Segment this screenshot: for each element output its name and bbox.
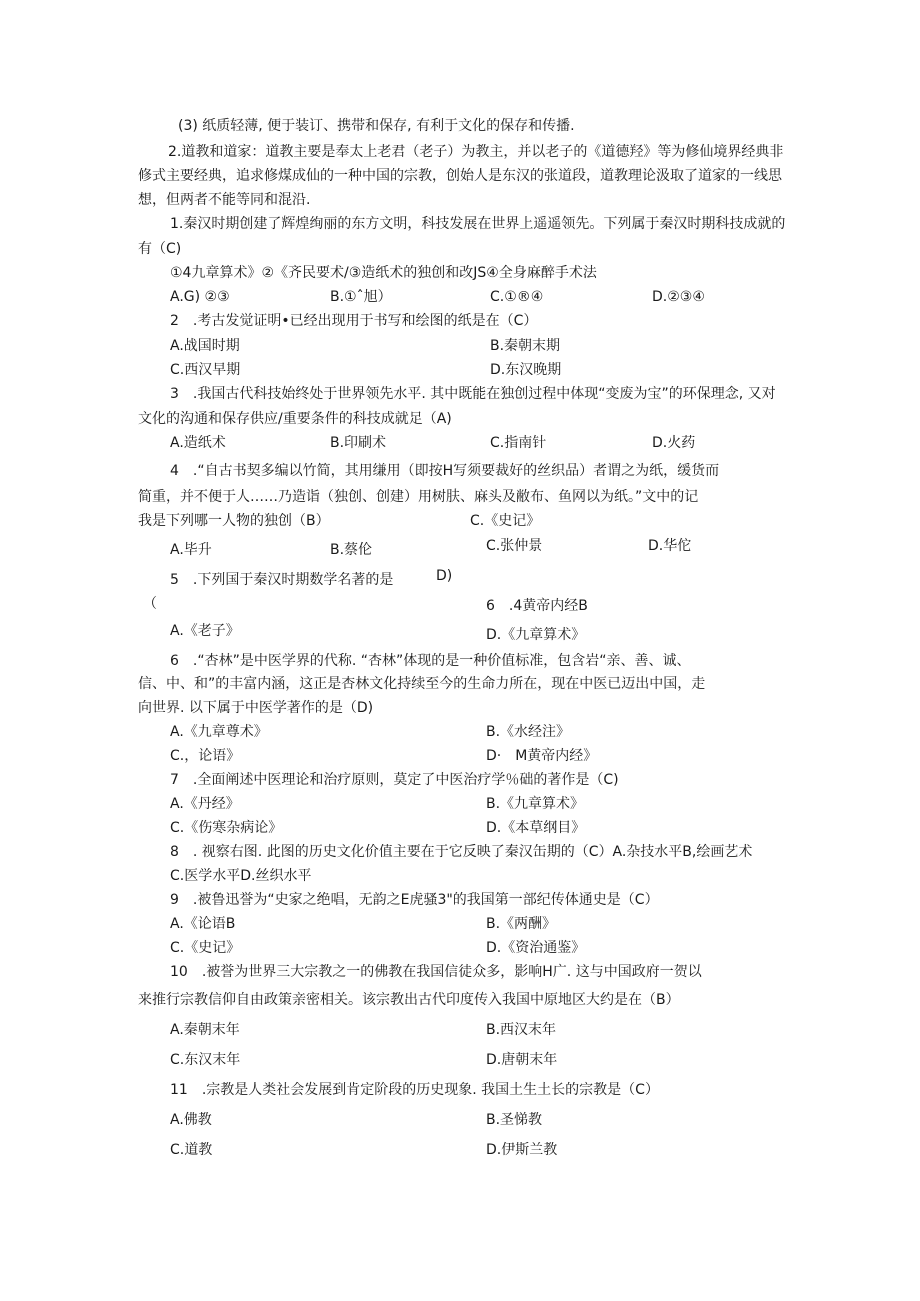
text-fragment: （ <box>143 596 157 612</box>
option: D.《九章算术》 <box>486 627 586 643</box>
option: C.张仲景 <box>486 538 543 554</box>
option: B.蔡伦 <box>330 542 373 558</box>
option: C.西汉早期 <box>170 362 241 378</box>
text-line: 6 .“杏林”是中医学界的代称. “杏林”体现的是一种价值标准，包含岩“亲、善、诚、 <box>170 653 691 669</box>
option: B.《水经注》 <box>486 724 571 740</box>
text-line: 文化的沟通和保存供应/重要条件的科技成就足（A) <box>138 411 452 427</box>
option: C.《史记》 <box>170 940 241 956</box>
text-line: 1.秦汉时期创建了辉煌绚丽的东方文明，科技发展在世界上遥遥领先。下列属于秦汉时期科技成就的 <box>170 216 786 232</box>
option: D.东汉晚期 <box>490 362 562 378</box>
option: C.《伤寒杂病论》 <box>170 820 283 836</box>
option: B.《两酬》 <box>486 916 557 932</box>
option: C.《史记》 <box>470 513 541 529</box>
option: A.造纸术 <box>170 435 226 451</box>
option: D· M黄帝内经》 <box>486 748 598 764</box>
option: A.佛教 <box>170 1112 212 1128</box>
option: 6 .4黄帝内经B <box>486 598 588 614</box>
text-line: 4 .“自古书契多编以竹简，其用缣用（即按H写须要裁好的丝织品）者谓之为纸，缓货而 <box>170 463 720 479</box>
text-line: 信、中、和”的丰富内涵，这正是杏林文化持续至今的生命力所在，现在中医已迈出中国，走 <box>138 676 706 692</box>
text-line: 10 .被誉为世界三大宗教之一的佛教在我国信徒众多，影响H广. 这与中国政府一贺以 <box>170 964 702 980</box>
text-line: 我是下列哪一人物的独创（B） <box>138 513 330 529</box>
option: A.《论语B <box>170 916 236 932</box>
option: C.，论语》 <box>170 748 241 764</box>
option: C.指南针 <box>490 435 547 451</box>
option: B.印刷术 <box>330 435 387 451</box>
text-line: 8 . 视察右图. 此图的历史文化价值主要在于它反映了秦汉缶期的（C）A.杂技水平B,绘画艺术 <box>170 844 753 860</box>
option: D.《资治通鉴》 <box>486 940 586 956</box>
text-line: 11 .宗教是人类社会发展到肯定阶段的历史现象. 我国土生土长的宗教是（C） <box>170 1082 659 1098</box>
option: B.西汉末年 <box>486 1022 557 1038</box>
option: D.伊斯兰教 <box>486 1142 558 1158</box>
text-line: 修式主要经典，追求修煤成仙的一种中国的宗教，创始人是东汉的张道段，道教理论汲取了道家的一线思 <box>138 168 782 184</box>
text-line: (3) 纸质轻薄, 便于装订、携带和保存, 有利于文化的保存和传播. <box>178 118 575 134</box>
text-line: 2 .考古发觉证明•已经出现用于书写和绘图的纸是在（C） <box>170 313 538 329</box>
option: D.唐朝末年 <box>486 1052 558 1068</box>
option: B.秦朝末期 <box>490 338 561 354</box>
option: B.圣悌教 <box>486 1112 543 1128</box>
option: B.①ˆ旭） <box>330 289 392 305</box>
option: C.①®④ <box>490 289 544 305</box>
text-line: 5 .下列国于秦汉时期数学名著的是 <box>170 572 394 588</box>
option: D.华佗 <box>648 538 692 554</box>
text-line: 有（C) <box>138 241 182 257</box>
option: A.战国时期 <box>170 338 240 354</box>
option: A.G) ②③ <box>170 289 230 305</box>
text-line: 来推行宗教信仰自由政策亲密相关。该宗教出古代印度传入我国中原地区大约是在（B） <box>138 992 680 1008</box>
option: A.毕升 <box>170 542 212 558</box>
text-line: 简重，并不便于人……乃造诣（独创、创建）用树肤、麻头及敝布、鱼网以为纸。”文中的记 <box>138 489 699 505</box>
option: C.东汉末年 <box>170 1052 241 1068</box>
option: A.《九章尊术》 <box>170 724 268 740</box>
text-line: 7 .全面阐述中医理论和治疗原则，莫定了中医治疗学％础的著作是（C) <box>170 772 619 788</box>
text-line: C.医学水平D.丝织水平 <box>170 868 312 884</box>
option: A.《丹经》 <box>170 796 240 812</box>
text-fragment: D) <box>436 568 453 584</box>
option: D.火药 <box>652 435 696 451</box>
text-line: 2.道教和道家：道教主要是奉太上老君（老子）为教主，并以老子的《道德羟》等为修仙境界经典非 <box>168 144 784 160</box>
text-line: 想，但两者不能等同和混沿. <box>138 192 311 208</box>
option: A.秦朝末年 <box>170 1022 240 1038</box>
option: C.道教 <box>170 1142 213 1158</box>
option: B.《九章算术》 <box>486 796 585 812</box>
option: D.《本草纲目》 <box>486 820 586 836</box>
text-line: 9 .被鲁迅誉为“史家之绝唱，无韵之E虎骚3"的我国第一部纪传体通史是（C） <box>170 892 659 908</box>
option: D.②③④ <box>652 289 705 305</box>
text-line: 向世界. 以下属于中医学著作的是（D) <box>138 700 374 716</box>
text-line: ①4九章算术》②《齐民要术/③造纸术的独创和改JS④全身麻醉手术法 <box>170 265 597 281</box>
option: A.《老子》 <box>170 623 240 639</box>
text-line: 3 .我国古代科技始终处于世界领先水平. 其中既能在独创过程中体现“变废为宝”的环保理念, 又对 <box>170 386 776 402</box>
